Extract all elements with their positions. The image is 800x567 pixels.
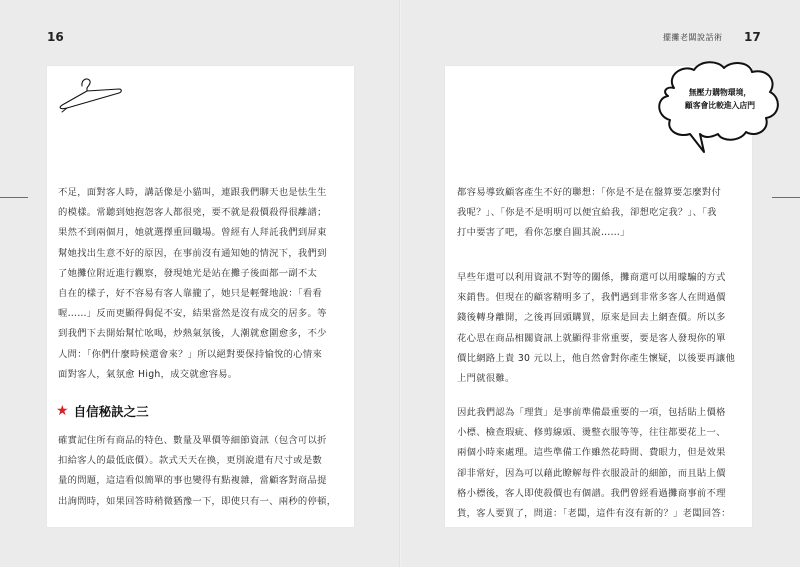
running-head: 擺攤老闆說話術 (663, 33, 723, 42)
right-red-rule (772, 197, 800, 198)
left-text-panel (47, 66, 354, 527)
right-page-number: 17 (744, 30, 761, 44)
left-paragraph-1: 不足，面對客人時，講話像是小貓叫，連跟我們聊天也是怯生生 的模樣。常聽到她抱怨客人都很兇，要不就是殺價殺得很離譜； 果然不到兩個月，她就選擇重回職場。曾經有人拜託我們到屏東 幫她找出生意不好的原因，在事前沒有通知她的情況下，我們到 了她攤位附近進行觀察，發現她光是站在攤子後面都一副不太 自在的樣子，好不容易有客人靠攏了，她只是輕聲地說：「看看 喔……」反而更顯得侷促不安，結果當然是沒有成交的居多。等 到我們下去開始幫忙吆喝，炒熱氣氛後，人潮就愈圍愈多，不少 人問：「你們什麼時候還會來？」所以絕對要保持愉悅的心情來 面對客人，氣氛愈 High，成交就愈容易。 (58, 187, 327, 380)
bubble-caption: 無壓力購物環境， 顧客會比較進入店門 (684, 88, 756, 110)
right-paragraph-2: 早些年還可以利用資訊不對等的關係，攤商還可以用矇騙的方式 來銷售。但現在的顧客精明多了，我們遇到非常多客人在問過價 錢後轉身離開，之後再回頭購買，原來是回去上網查價。所以多 花心思在商品相關資訊上就顯得非常重要，要是客人發現你的單 價比網路上貴 30 元以上，他自然會對你產生懷疑，以後要再讓他 上門就很難。 (457, 272, 736, 385)
right-paragraph-3: 因此我們認為「理貨」是事前準備最重要的一項，包括貼上價格 小標、檢查瑕疵、修剪線頭、燙整衣服等等，往往都要花上一、 兩個小時來處理。這些準備工作雖然花時間、費眼力，但是效果 卻非常好，因為可以藉此瞭解每件衣服設計的細節，而且貼上價 格小標後，客人即使殺價也有個譜。我們曾經看過攤商事前不理 貨，客人要買了，問道：「老闆，這件有沒有新的？」老闆回答： (457, 407, 731, 520)
book-gutter (399, 0, 401, 567)
left-red-rule (0, 197, 28, 198)
hanger-icon (53, 74, 123, 114)
star-icon: ★ (56, 403, 69, 419)
section-heading (56, 402, 149, 420)
left-paragraph-2: 確實記住所有商品的特色、數量及單價等細節資訊（包含可以折 扣給客人的最低底價）。款式天天在換，更別說還有尺寸或是數 量的問題，這這看似簡單的事也變得有點複雜，當顧客對商品提 出詢問時，如果回答時稍微猶豫一下，即使只有一、兩秒的停頓， (58, 435, 337, 507)
right-paragraph-1: 都容易導致顧客產生不好的聯想：「你是不是在盤算要怎麼對付 我呢？」、「你是不是明明可以便宜給我，卻想吃定我？」、「我 打中要害了吧，看你怎麼自圓其說……」 (457, 187, 722, 239)
section-title: 自信秘訣之三 (73, 404, 149, 419)
left-page-number: 16 (47, 30, 64, 44)
